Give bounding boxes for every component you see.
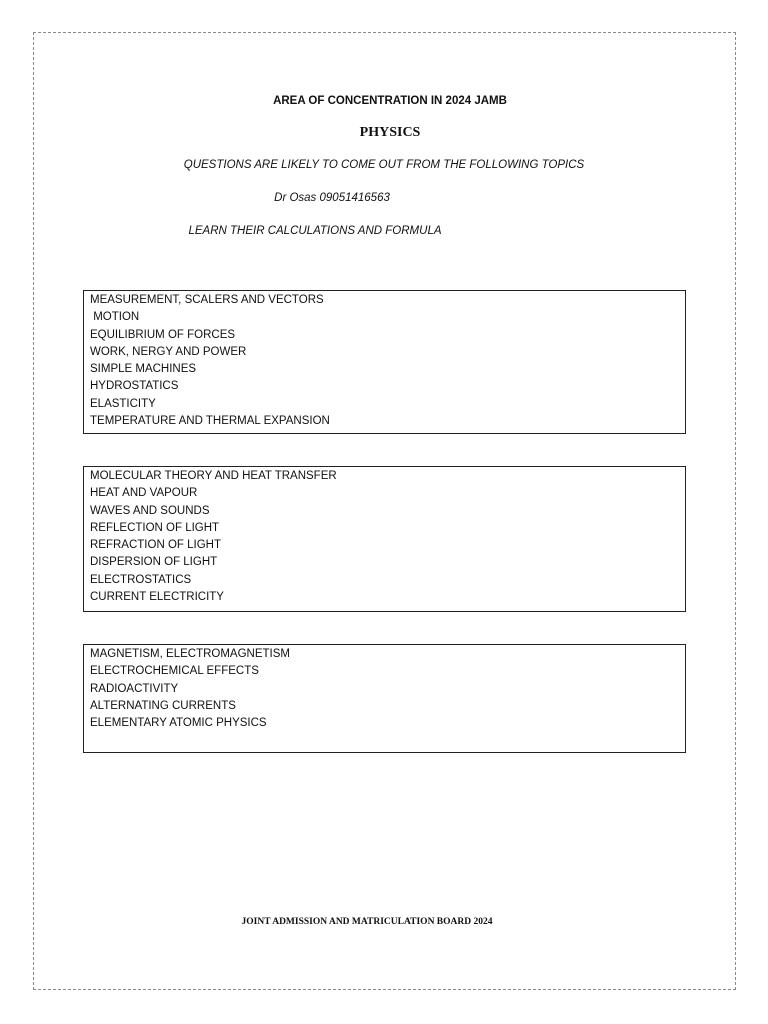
- topic-item: MOLECULAR THEORY AND HEAT TRANSFER: [90, 470, 337, 482]
- topic-item: ELASTICITY: [90, 397, 156, 410]
- topic-item: EQUILIBRIUM OF FORCES: [90, 328, 236, 341]
- topic-item: TEMPERATURE AND THERMAL EXPANSION: [90, 415, 330, 428]
- topic-item: WAVES AND SOUNDS: [90, 504, 210, 517]
- document-title: AREA OF CONCENTRATION IN 2024 JAMB: [273, 95, 507, 107]
- topic-item: MAGNETISM, ELECTROMAGNETISM: [90, 648, 290, 660]
- topic-item: HEAT AND VAPOUR: [90, 487, 198, 500]
- topic-item: ALTERNATING CURRENTS: [90, 699, 236, 712]
- topic-item: MEASUREMENT, SCALERS AND VECTORS: [90, 294, 324, 306]
- topic-item: ELECTROSTATICS: [90, 573, 192, 586]
- footer-text: JOINT ADMISSION AND MATRICULATION BOARD 2024: [241, 917, 493, 927]
- topic-item: HYDROSTATICS: [90, 380, 179, 393]
- topic-item: WORK, NERGY AND POWER: [90, 345, 247, 358]
- topic-item: DISPERSION OF LIGHT: [90, 556, 218, 569]
- topic-box-2: [83, 466, 686, 612]
- topic-box-1: [83, 290, 686, 434]
- topic-item: REFLECTION OF LIGHT: [90, 521, 220, 534]
- author-contact: Dr Osas 09051416563: [274, 192, 390, 204]
- topic-item: RADIOACTIVITY: [90, 682, 179, 695]
- topic-item: CURRENT ELECTRICITY: [90, 591, 224, 604]
- topic-box-3: [83, 644, 686, 753]
- topic-item: MOTION: [90, 311, 140, 324]
- instruction-line: LEARN THEIR CALCULATIONS AND FORMULA: [188, 225, 442, 237]
- intro-line: QUESTIONS ARE LIKELY TO COME OUT FROM THE FOLLOWING TOPICS: [183, 159, 585, 171]
- topic-item: ELEMENTARY ATOMIC PHYSICS: [90, 717, 267, 730]
- topic-item: REFRACTION OF LIGHT: [90, 539, 221, 552]
- subject-heading: PHYSICS: [359, 125, 421, 140]
- topic-item: SIMPLE MACHINES: [90, 363, 197, 376]
- topic-item: ELECTROCHEMICAL EFFECTS: [90, 665, 259, 678]
